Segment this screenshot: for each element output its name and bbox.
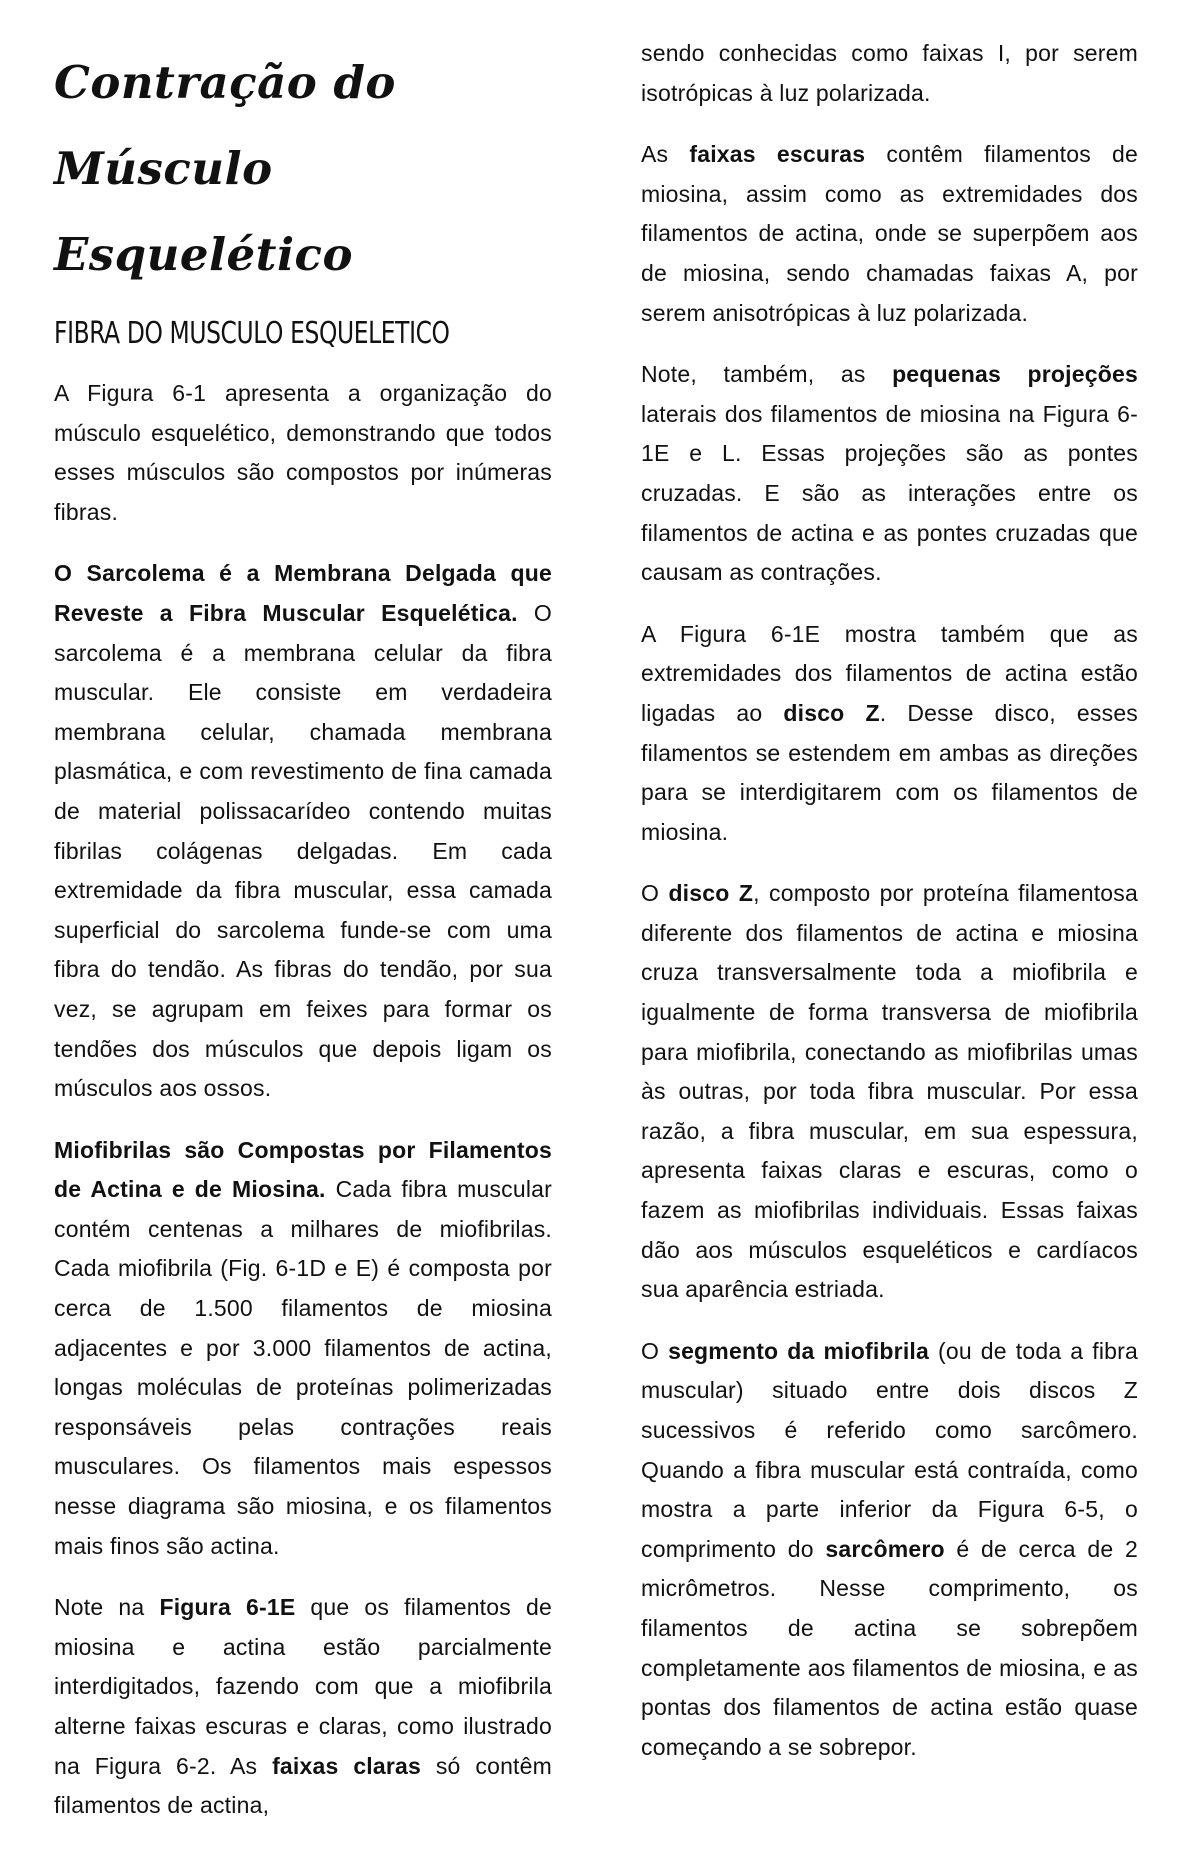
right-column <box>641 34 1138 1789</box>
bold-faixas-escuras: faixas escuras <box>689 141 866 168</box>
title-line-2: Esquelético <box>54 228 353 281</box>
text-segment: que os filamentos de miosina e actina estão parcialmente interdigitados, fazendo com que a miofibrila alterne faixas escuras e claras, como ilustrado na Figura 6-2. As <box>54 1594 552 1779</box>
paragraph-figura-6-1e <box>54 1588 552 1826</box>
paragraph-miofibrilas <box>54 1131 552 1567</box>
paragraph-sarcolema <box>54 554 552 1108</box>
text-segment: (ou de toda a fibra muscular) situado entre dois discos Z sucessivos é referido como sarcômero. Quando a fibra muscular está contraída, como mostra a parte inferior da Figura 6-5, o comprimento do <box>641 1337 1139 1562</box>
paragraph-intro: A Figura 6-1 apresenta a organização do músculo esquelético, demonstrando que todos esses músculos são compostos por inúmeras fibras. <box>54 380 552 525</box>
text-segment: laterais dos filamentos de miosina na Figura 6-1E e L. Essas projeções são as pontes cruzadas. E são as interações entre os filamentos de actina e as pontes cruzadas que causam as contrações. <box>641 400 1138 586</box>
text-segment: Note na <box>54 1594 160 1621</box>
text-segment: Note, também, as <box>641 361 893 388</box>
paragraph-projecoes <box>641 355 1138 593</box>
text-segment: O <box>641 1337 669 1364</box>
text-segment: , composto por proteína filamentosa diferente dos filamentos de actina e miosina cruza transversalmente toda a miofibrila e igualmente de forma transversa de miofibrila para miofibrila, conectando as miofibrilas umas às outras, por toda fibra muscular. Por essa razão, a fibra muscular, em sua espessura, apresenta faixas claras e escuras, como o fazem as miofibrilas individuais. Essas faixas dão aos músculos esqueléticos e cardíacos sua aparência estriada. <box>641 880 1138 1303</box>
text-sarcolema: O sarcolema é a membrana celular da fibra muscular. Ele consiste em verdadeira membrana celular, chamada membrana plasmática, e com revestimento de fina camada de material polissacarídeo contendo muitas fibrilas colágenas delgadas. Em cada extremidade da fibra muscular, essa camada superficial do sarcolema funde-se com uma fibra do tendão. As fibras do tendão, por sua vez, se agrupam em feixes para formar os tendões dos músculos que depois ligam os músculos aos ossos. <box>54 599 552 1102</box>
heading-miofibrilas: Miofibrilas são Compostas por Filamentos de Actina e de Miosina. <box>54 1136 552 1203</box>
paragraph-faixas-i: sendo conhecidas como faixas I, por serem isotrópicas à luz polarizada. <box>641 40 1138 106</box>
paragraph-disco-z-intro <box>641 615 1138 853</box>
bold-faixas-claras: faixas claras <box>272 1752 422 1779</box>
text-segment: é de cerca de 2 micrômetros. Nesse comprimento, os filamentos de actina se sobrepõem completamente aos filamentos de miosina, e as pontas dos filamentos de actina estão quase começando a se sobrepor. <box>641 1535 1138 1760</box>
section-subtitle: FIBRA DO MUSCULO ESQUELETICO <box>54 316 450 351</box>
bold-projecoes: pequenas projeções <box>892 361 1138 388</box>
bold-disco-z: disco Z <box>668 880 754 907</box>
left-column <box>54 36 552 1848</box>
bold-sarcomero: sarcômero <box>825 1535 945 1562</box>
paragraph-faixas-escuras <box>641 135 1138 333</box>
text-segment: A Figura 6-1E mostra também que as extremidades dos filamentos de actina estão ligadas ao <box>641 620 1138 726</box>
text-miofibrilas: Cada fibra muscular contém centenas a milhares de miofibrilas. Cada miofibrila (Fig. 6-1D e E) é composta por cerca de 1.500 filamentos de miosina adjacentes e por 3.000 filamentos de actina, longas moléculas de proteínas polimerizadas responsáveis pelas contrações reais musculares. Os filamentos mais espessos nesse diagrama são miosina, e os filamentos mais finos são actina. <box>54 1176 552 1559</box>
bold-disco-z: disco Z <box>783 699 880 726</box>
bold-figura: Figura 6-1E <box>159 1594 296 1621</box>
text-segment: . Desse disco, esses filamentos se estendem em ambas as direções para se interdigitarem com os filamentos de miosina. <box>641 699 1139 845</box>
bold-segmento: segmento da miofibrila <box>668 1337 930 1364</box>
text-segment: só contêm filamentos de actina, <box>54 1752 552 1819</box>
page-title <box>54 40 552 298</box>
text-segment: contêm filamentos de miosina, assim como as extremidades dos filamentos de actina, onde se superpõem aos de miosina, sendo chamadas faixas A, por serem anisotrópicas à luz polarizada. <box>641 141 1138 326</box>
heading-sarcolema: O Sarcolema é a Membrana Delgada que Reveste a Fibra Muscular Esquelética. <box>54 560 552 626</box>
text-segment: O <box>641 880 669 907</box>
title-line-1: Contração do Músculo <box>54 56 396 195</box>
text-segment: As <box>641 141 690 168</box>
paragraph-sarcomero <box>641 1332 1138 1768</box>
paragraph-disco-z <box>641 874 1138 1310</box>
